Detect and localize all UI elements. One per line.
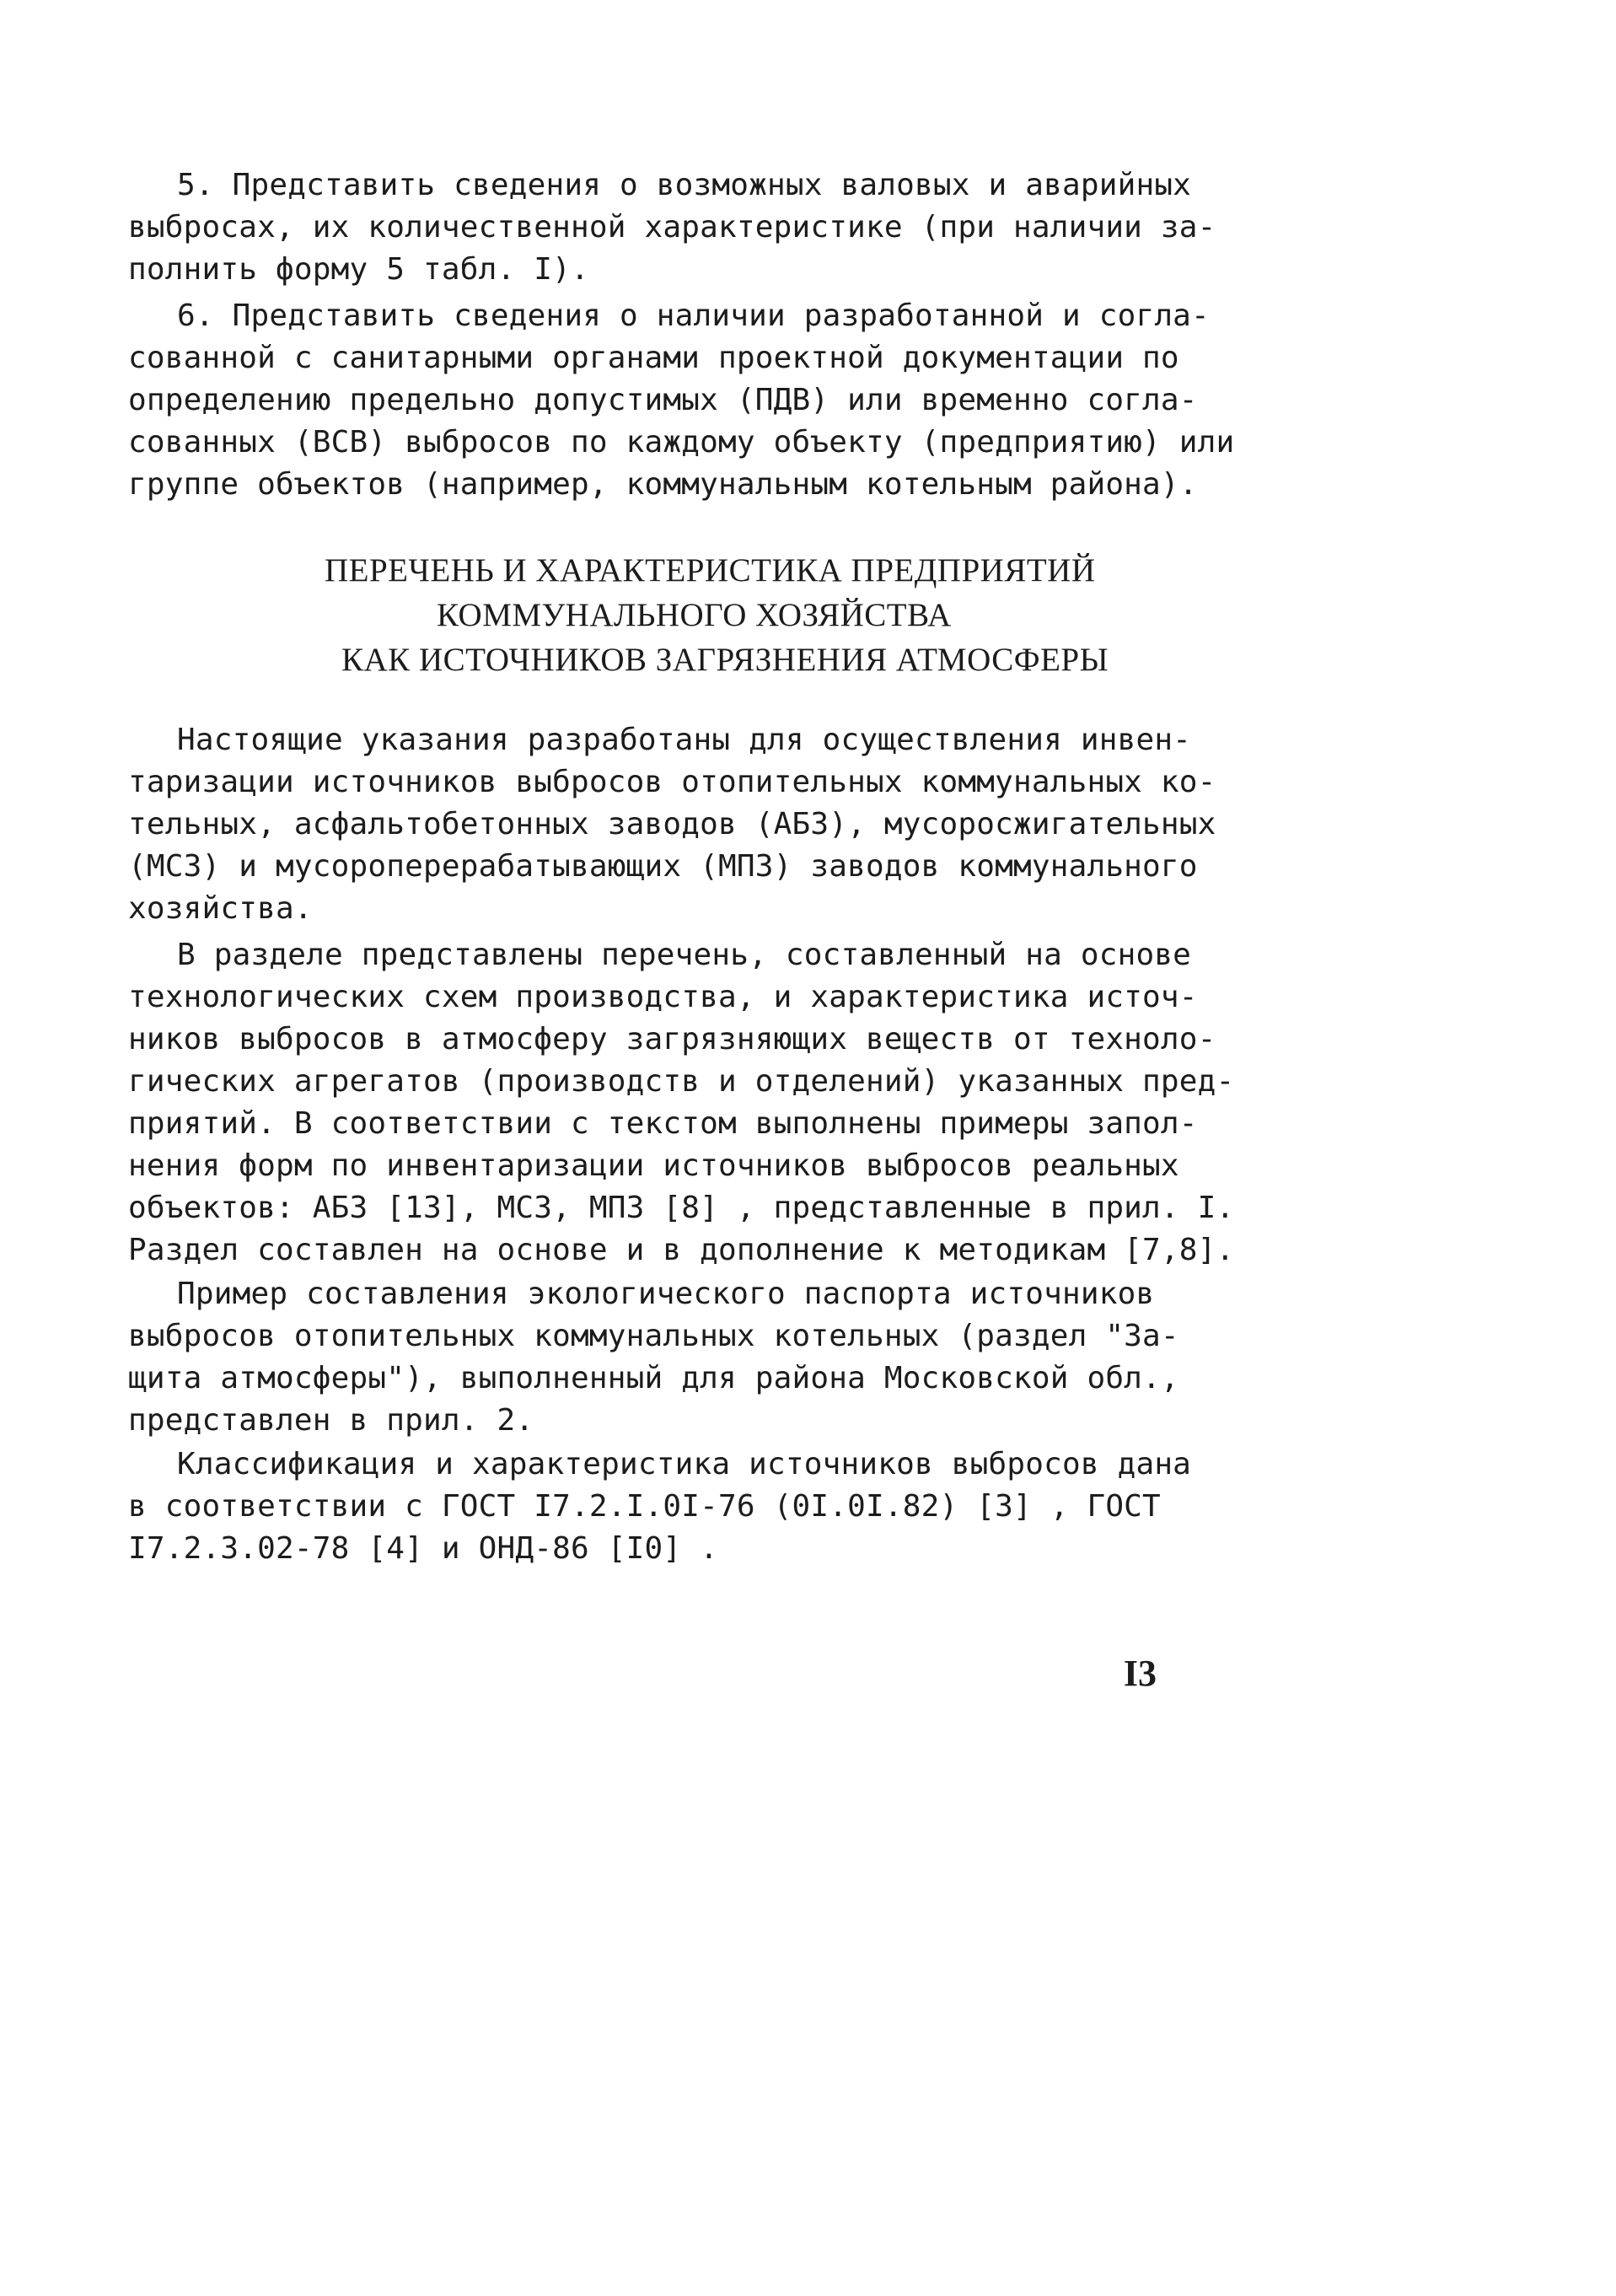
item6-line-4: сованных (ВСВ) выбросов по каждому объекту (предприятию) или	[128, 425, 1235, 460]
section-heading-line-1: ПЕРЕЧЕНЬ И ХАРАКТЕРИСТИКА ПРЕДПРИЯТИЙ	[325, 552, 1096, 589]
page-number: I3	[1123, 1653, 1157, 1694]
para4-line-1: Классификация и характеристика источников выбросов дана	[177, 1447, 1192, 1481]
para2-line-7: объектов: АБЗ [13], МСЗ, МПЗ [8] , представленные в прил. I.	[128, 1191, 1235, 1225]
para1-line-5: хозяйства.	[128, 891, 313, 926]
item5-line-1: 5. Представить сведения о возможных валовых и аварийных	[177, 168, 1192, 202]
para4-line-2: в соответствии с ГОСТ I7.2.I.0I-76 (0I.0I.82) [3] , ГОСТ	[128, 1489, 1161, 1524]
para1-line-1: Настоящие указания разработаны для осуществления инвен-	[177, 723, 1192, 757]
para1-line-3: тельных, асфальтобетонных заводов (АБЗ), мусоросжигательных	[128, 807, 1216, 842]
para3-line-1: Пример составления экологического паспорта источников	[177, 1277, 1155, 1311]
para2-line-1: В разделе представлены перечень, составленный на основе	[177, 938, 1192, 972]
para4-line-3: I7.2.3.02-78 [4] и ОНД-86 [I0] .	[128, 1531, 718, 1566]
section-heading-line-2: КОММУНАЛЬНОГО ХОЗЯЙСТВА	[437, 597, 952, 633]
item5-line-2: выбросах, их количественной характеристике (при наличии за-	[128, 210, 1216, 245]
item6-line-2: сованной с санитарными органами проектной документации по	[128, 341, 1179, 375]
para1-line-4: (МСЗ) и мусороперерабатывающих (МПЗ) заводов коммунального	[128, 849, 1198, 884]
para2-line-8: Раздел составлен на основе и в дополнение к методикам [7,8].	[128, 1233, 1235, 1267]
para2-line-2: технологических схем производства, и характеристика источ-	[128, 980, 1198, 1014]
para2-line-6: нения форм по инвентаризации источников выбросов реальных	[128, 1148, 1179, 1183]
para3-line-3: щита атмосферы"), выполненный для района Московской обл.,	[128, 1361, 1179, 1395]
item6-line-1: 6. Представить сведения о наличии разработанной и согла-	[177, 298, 1210, 333]
para3-line-2: выбросов отопительных коммунальных котельных (раздел "За-	[128, 1319, 1179, 1353]
section-heading-line-3: КАК ИСТОЧНИКОВ ЗАГРЯЗНЕНИЯ АТМОСФЕРЫ	[341, 642, 1109, 678]
para3-line-4: представлен в прил. 2.	[128, 1403, 534, 1438]
para2-line-3: ников выбросов в атмосферу загрязняющих веществ от техноло-	[128, 1022, 1216, 1057]
para1-line-2: таризации источников выбросов отопительных коммунальных ко-	[128, 765, 1216, 799]
item6-line-5: группе объектов (например, коммунальным котельным района).	[128, 467, 1198, 502]
para2-line-4: гических агрегатов (производств и отделений) указанных пред-	[128, 1064, 1235, 1099]
item6-line-3: определению предельно допустимых (ПДВ) или временно согла-	[128, 383, 1198, 417]
para2-line-5: приятий. В соответствии с текстом выполнены примеры запол-	[128, 1106, 1198, 1141]
item5-line-3: полнить форму 5 табл. I).	[128, 252, 589, 287]
